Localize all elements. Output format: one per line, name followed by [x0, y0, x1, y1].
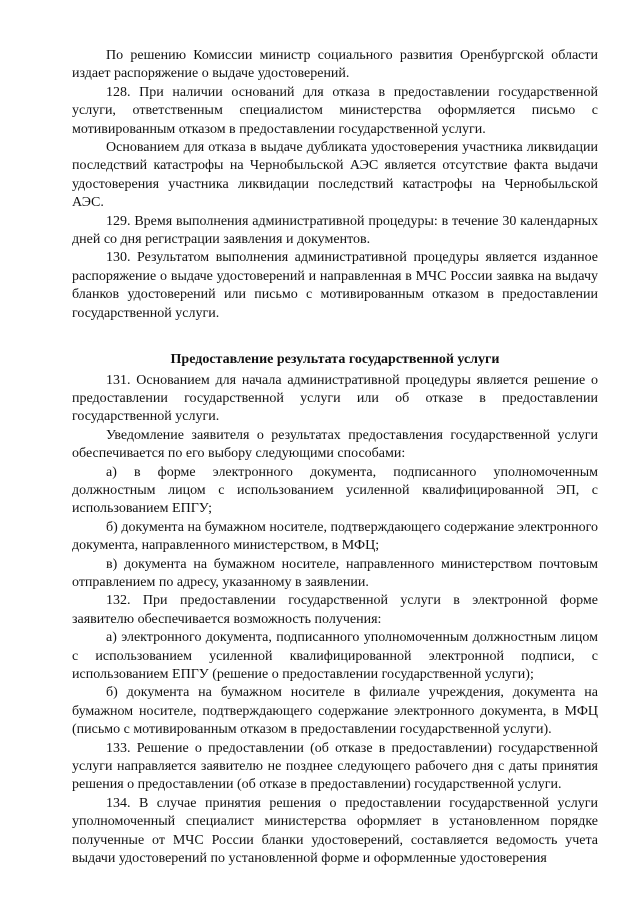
paragraph-commission-decision: По решению Комиссии министр социального развития Оренбургской области издает распоряжение о выдаче удостоверений. — [72, 48, 598, 82]
section-heading: Предоставление результата государственной услуги — [170, 352, 500, 368]
paragraph-130: 130. Результатом выполнения административной процедуры является изданное распоряжение о выдаче удостоверений и направленная в МЧС России заявка на выдачу бланков удостоверений или письмо с мотивированным отказом в предоставлении государственной услуги. — [72, 250, 598, 321]
paragraph-128: 128. При наличии оснований для отказа в предоставлении государственной услуги, ответственным специалистом министерства оформляется письмо с мотивированным отказом в предоставлении государственной услуги. — [72, 84, 598, 137]
paragraph-134: 134. В случае принятия решения о предоставлении государственной услуги уполномоченный специалист министерства оформляет в установленном порядке полученные от МЧС России бланки удостоверений, составляется ведомость учета выдачи удостоверений по установленной форме и оформленные удостоверения — [72, 795, 598, 867]
paragraph-133: 133. Решение о предоставлении (об отказе в предоставлении) государственной услуги направляется заявителю не позднее следующего рабочего дня с даты принятия решения о предоставлении (об отказе в предоставлении) государственной услуги. — [72, 740, 598, 793]
list-item-v-post: в) документа на бумажном носителе, направленного министерством почтовым отправлением по адресу, указанному в заявлении. — [72, 556, 598, 590]
list-item-a-epgu: а) в форме электронного документа, подписанного уполномоченным должностным лицом с использованием усиленной квалифицированной ЭП, с использованием ЕПГУ; — [72, 464, 598, 517]
paragraph-131: 131. Основанием для начала административной процедуры является решение о предоставлении государственной услуги или об отказе в предоставлении государственной услуги. — [72, 372, 598, 425]
list-item-a-electronic: а) электронного документа, подписанного уполномоченным должностным лицом с использованием усиленной квалифицированной электронной подписи, с использованием ЕПГУ (решение о предоставлении государственной услуги); — [72, 630, 598, 682]
paragraph-refusal-grounds: Основанием для отказа в выдаче дубликата удостоверения участника ликвидации последствий катастрофы на Чернобыльской АЭС является отсутствие факта выдачи удостоверения участника ликвидации последствий катастрофы на Чернобыльской АЭС. — [72, 140, 598, 211]
list-item-b-paper: б) документа на бумажном носителе в филиале учреждения, документа на бумажном носителе, подтверждающего содержание электронного документа, в МФЦ (письмо с мотивированным отказом в предоставлении государственной услуги). — [72, 685, 598, 738]
paragraph-132: 132. При предоставлении государственной услуги в электронной форме заявителю обеспечивается возможность получения: — [72, 593, 598, 627]
paragraph-notification: Уведомление заявителя о результатах предоставления государственной услуги обеспечивается по его выбору следующими способами: — [72, 427, 598, 462]
paragraph-129: 129. Время выполнения административной процедуры: в течение 30 календарных дней со дня регистрации заявления и документов. — [72, 213, 598, 248]
list-item-b-mfc: б) документа на бумажном носителе, подтверждающего содержание электронного документа, направленного министерством, в МФЦ; — [72, 519, 598, 554]
